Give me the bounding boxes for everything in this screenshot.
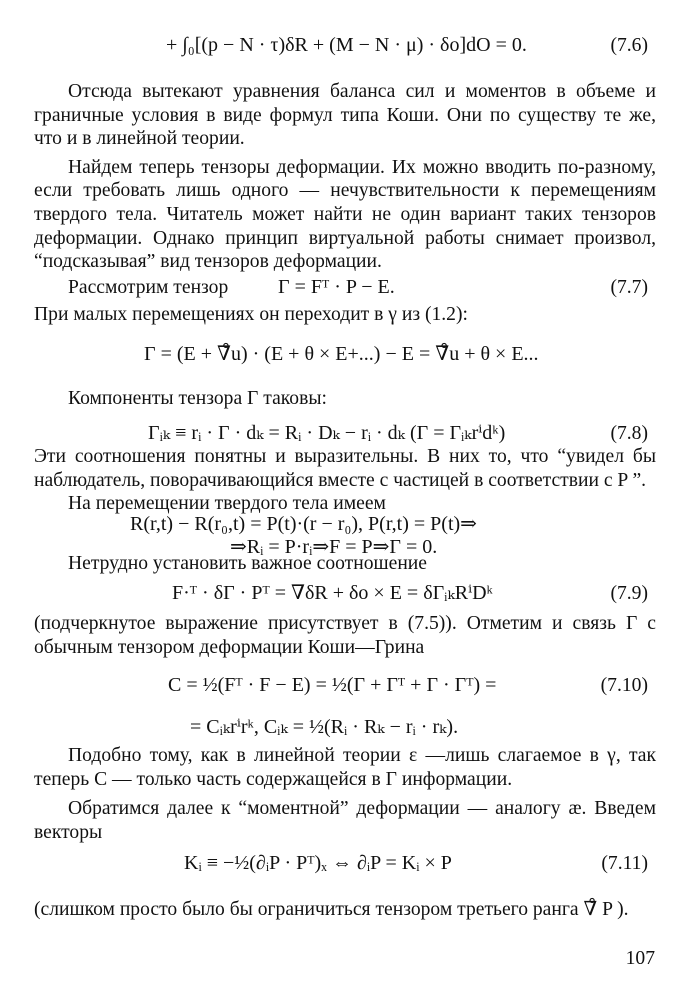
paragraph-block-7 — [34, 744, 656, 844]
equation-7-10-line-1 — [34, 674, 656, 704]
paragraph: Подобно тому, как в линейной теории ε —лишь слагаемое в γ, так теперь C — только часть содержащейся в Γ информации. — [34, 745, 656, 790]
paragraph-block-4 — [34, 445, 656, 516]
paragraph-block-5 — [34, 552, 656, 576]
paragraph-block-6 — [34, 612, 656, 659]
paragraph: При малых перемещениях он переходит в γ из (1.2): — [34, 304, 468, 325]
equation-7-10-line-2 — [34, 716, 656, 746]
equation-number: (7.7) — [610, 277, 648, 298]
page — [34, 0, 656, 1000]
paragraph-block-2 — [34, 303, 656, 327]
equation-number: (7.10) — [600, 675, 648, 696]
paragraph-block-8 — [34, 898, 656, 922]
equation-7-11 — [34, 852, 656, 882]
equation-number: (7.9) — [610, 583, 648, 604]
equation-formula: Γ = Fᵀ · P − E. — [278, 276, 395, 298]
paragraph-block-1 — [34, 80, 656, 299]
equation-formula: = Cᵢₖrⁱrᵏ, Cᵢₖ = ½(Rᵢ · Rₖ − rᵢ · rₖ). — [190, 716, 459, 738]
page-number: 107 — [625, 948, 655, 969]
paragraph: Найдем теперь тензоры деформации. Их можно вводить по-разному, если требовать лишь одного — нечувствительности к перемещениям твердого тела. Читатель может найти не один вариант таких тензоров деформации. Однако принцип виртуальной работы снимает произвол, “подсказывая” вид тензоров деформации. — [34, 156, 656, 273]
paragraph: Эти соотношения понятны и выразительны. В них то, что “увидел бы наблюдатель, поворачивающийся вместе с частицей в соответствии с P ”. — [34, 446, 656, 491]
paragraph: Рассмотрим тензор — [68, 276, 229, 298]
equation-formula: ⇒Rᵢ = P·rᵢ⇒F = P⇒Γ = 0. — [230, 536, 438, 558]
equation-small-displacement — [34, 343, 656, 373]
equation-formula: Γᵢₖ ≡ rᵢ · Γ · dₖ = Rᵢ · Dₖ − rᵢ · dₖ (Γ = Γᵢₖrⁱdᵏ) — [148, 422, 506, 444]
equation-number: (7.11) — [601, 853, 648, 874]
paragraph: (слишком просто было бы ограничиться тензором третьего ранга ∇̊ P ). — [34, 899, 629, 920]
equation-formula: R(r,t) − R(r₀,t) = P(t)·(r − r₀), P(r,t) = P(t)⇒ — [130, 513, 477, 535]
equation-7-6 — [34, 34, 656, 64]
equation-formula: + ∫₀[(p − N · τ)δR + (M − N · μ) · δo]dO = 0. — [166, 34, 527, 56]
paragraph-block-3 — [34, 387, 656, 411]
paragraph: Компоненты тензора Γ таковы: — [68, 388, 327, 409]
equation-formula: Kᵢ ≡ −½(∂ᵢP · Pᵀ)ₓ ⇔ ∂ᵢP = Kᵢ × P — [184, 852, 452, 874]
equation-number: (7.8) — [610, 423, 648, 444]
paragraph: (подчеркнутое выражение присутствует в (7.5)). Отметим и связь Γ с обычным тензором деформации Коши—Грина — [34, 613, 656, 658]
equation-7-7 — [34, 276, 656, 306]
paragraph: Отсюда вытекают уравнения баланса сил и моментов в объеме и граничные условия в виде формул типа Коши. Они по существу те же, что и в линейной теории. — [34, 81, 656, 150]
equation-formula: F·ᵀ · δΓ · Pᵀ = ∇δR + δo × E = δΓᵢₖRⁱDᵏ — [172, 582, 493, 604]
equation-7-9 — [34, 582, 656, 612]
paragraph: Нетрудно установить важное соотношение — [68, 553, 427, 574]
equation-formula: C = ½(Fᵀ · F − E) = ½(Γ + Γᵀ + Γ · Γᵀ) = — [168, 674, 497, 696]
paragraph: На перемещении твердого тела имеем — [68, 493, 386, 515]
equation-formula: Γ = (E + ∇̊u) · (E + θ × E+...) − E = ∇̊u + θ × E... — [144, 343, 539, 365]
paragraph: Обратимся далее к “моментной” деформации — аналогу æ. Введем векторы — [34, 798, 656, 843]
equation-number: (7.6) — [610, 35, 648, 56]
